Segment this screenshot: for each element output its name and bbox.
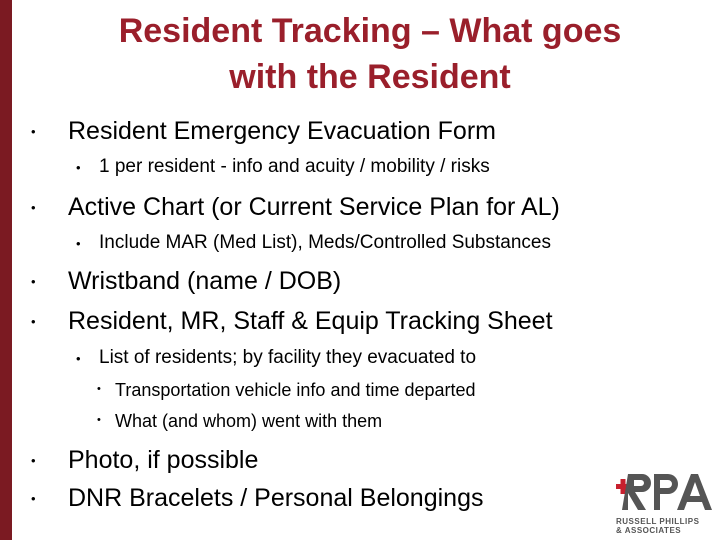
bullet-text: List of residents; by facility they evacuated to: [99, 347, 477, 368]
bullet-text: DNR Bracelets / Personal Belongings: [68, 484, 484, 512]
bullet-dot-icon: •: [31, 491, 36, 506]
bullet-dot-icon: •: [76, 236, 81, 251]
bullet-item: [31, 483, 484, 513]
bullet-item: [76, 346, 477, 370]
logo-line1: RUSSELL PHILLIPS: [616, 517, 700, 526]
slide-title-line2: with the Resident: [229, 58, 511, 96]
bullet-item: [31, 445, 259, 475]
bullet-item: [31, 306, 553, 336]
bullet-item: [76, 231, 551, 255]
bullet-text: Active Chart (or Current Service Plan for AL): [68, 193, 560, 221]
bullet-item: [76, 155, 490, 179]
bullet-item: [31, 266, 342, 296]
bullet-item: [31, 192, 560, 222]
bullet-dot-icon: •: [31, 124, 36, 139]
bullet-dot-icon: •: [31, 200, 36, 215]
bullet-text: Transportation vehicle info and time departed: [115, 380, 476, 400]
rpa-logo-mark: [614, 470, 716, 516]
bullet-dot-icon: •: [31, 274, 36, 289]
bullet-dot-icon: •: [97, 414, 101, 426]
bullet-text: Photo, if possible: [68, 446, 259, 474]
bullet-dot-icon: •: [76, 160, 81, 175]
rpa-logo: [614, 470, 716, 538]
bullet-text: Wristband (name / DOB): [68, 267, 342, 295]
bullet-dot-icon: •: [76, 351, 81, 366]
bullet-dot-icon: •: [97, 383, 101, 395]
bullet-dot-icon: •: [31, 314, 36, 329]
logo-line2: & ASSOCIATES: [616, 526, 682, 535]
bullet-item: [31, 116, 496, 146]
bullet-text: Resident, MR, Staff & Equip Tracking Sheet: [68, 307, 553, 335]
sidebar-accent-bar: [0, 0, 12, 540]
bullet-dot-icon: •: [31, 453, 36, 468]
bullet-item: [97, 379, 476, 401]
bullet-item: [97, 410, 383, 432]
bullet-text: 1 per resident - info and acuity / mobility / risks: [99, 156, 490, 177]
slide-title: [20, 8, 720, 100]
bullet-text: What (and whom) went with them: [115, 411, 383, 431]
bullet-text: Resident Emergency Evacuation Form: [68, 117, 496, 145]
slide-title-line1: Resident Tracking – What goes: [118, 12, 622, 50]
bullet-text: Include MAR (Med List), Meds/Controlled Substances: [99, 232, 551, 253]
